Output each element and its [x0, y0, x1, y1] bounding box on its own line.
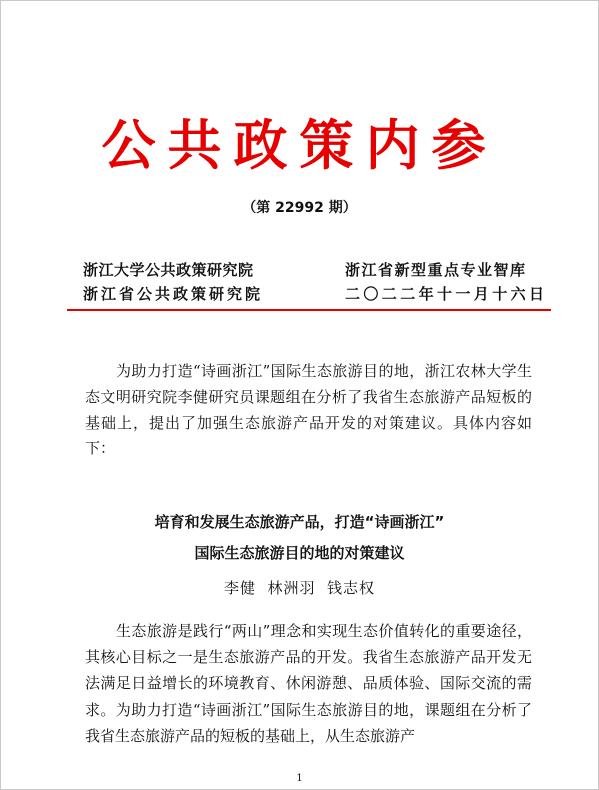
article-title-line-1: 培育和发展生态旅游产品，打造“诗画浙江” [154, 513, 445, 531]
body-paragraph: 生态旅游是践行“两山”理念和实现生态价值转化的重要途径，其核心目标之一是生态旅游产品的开发。我省生态旅游产品开发无法满足日益增长的环境教育、休闲游憩、品质体验、国际交流的需求。为助力打造“诗画浙江”国际生态旅游目的地，课题组在分析了我省生态旅游产品的短板的基础上，从生态旅游产 [85, 622, 532, 745]
authors: 李健 林洲羽 钱志权 [223, 579, 376, 597]
article-title-line-2: 国际生态旅游目的地的对策建议 [194, 544, 405, 562]
publisher-line-1: 浙江大学公共政策研究院 [83, 261, 254, 279]
header-divider [67, 309, 551, 311]
intro-paragraph: 为助力打造“诗画浙江”国际生态旅游目的地，浙江农林大学生态文明研究院李健研究员课题组在分析了我省生态旅游产品短板的基础上，提出了加强生态旅游产品开发的对策建议。具体内容如下： [85, 362, 532, 458]
think-tank-label: 浙江省新型重点专业智库 [345, 261, 527, 279]
publisher-line-2: 浙江省公共政策研究院 [83, 285, 264, 303]
issue-number: （第 22992 期） [242, 200, 357, 216]
page-number: 1 [296, 773, 303, 784]
publish-date: 二〇二二年十一月十六日 [345, 285, 548, 303]
masthead-title: 公共政策内参 [101, 113, 498, 177]
